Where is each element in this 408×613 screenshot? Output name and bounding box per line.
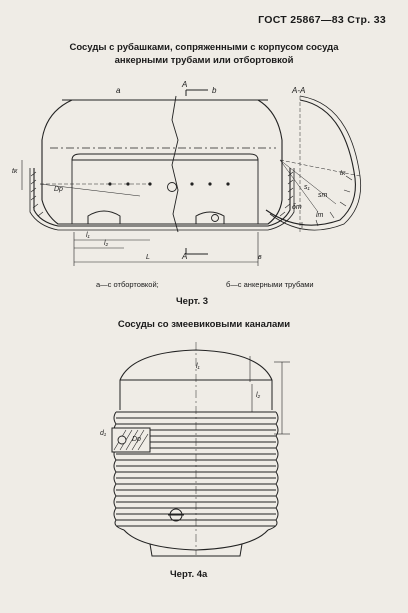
- figure3-caption-b: б—с анкерными трубами: [226, 280, 314, 289]
- label-L: L: [146, 254, 150, 261]
- figure3-caption-a: а—с отбортовкой;: [96, 280, 159, 289]
- figure3-label: Черт. 3: [176, 296, 209, 307]
- label-tk: tк: [12, 168, 18, 175]
- fig4a-label-l2: l₂: [256, 392, 261, 399]
- section2-title: Сосуды со змеевиковыми каналами: [117, 319, 291, 330]
- figure4a-label: Черт. 4а: [170, 569, 208, 580]
- fig4a-label-d1: d₁: [100, 430, 107, 437]
- label-b: b: [212, 86, 217, 95]
- label-A-top: А: [182, 80, 188, 89]
- fig4a-label-dr: Dр: [132, 436, 141, 443]
- page-header: ГОСТ 25867—83 Стр. 33: [258, 14, 386, 26]
- label-section-AA: А-А: [292, 86, 306, 95]
- label-st: sт: [318, 192, 328, 199]
- label-A-bottom: А: [182, 252, 188, 261]
- label-s1: s₁: [304, 184, 310, 191]
- label-l2: l₂: [104, 240, 109, 247]
- label-br: δт: [292, 204, 302, 211]
- label-a: а: [116, 86, 121, 95]
- section1-title-line1: Сосуды с рубашками, сопряженными с корпусом сосуда: [69, 42, 339, 53]
- label-v: в: [258, 254, 262, 261]
- section1-title-line2: анкерными трубами или отбортовкой: [114, 55, 294, 66]
- label-lt: lт: [316, 212, 324, 219]
- fig4a-label-l1: l₁: [196, 363, 200, 370]
- label-tk2: tк: [340, 170, 346, 177]
- label-l1: l₁: [86, 232, 90, 239]
- label-dp: Dр: [54, 186, 63, 193]
